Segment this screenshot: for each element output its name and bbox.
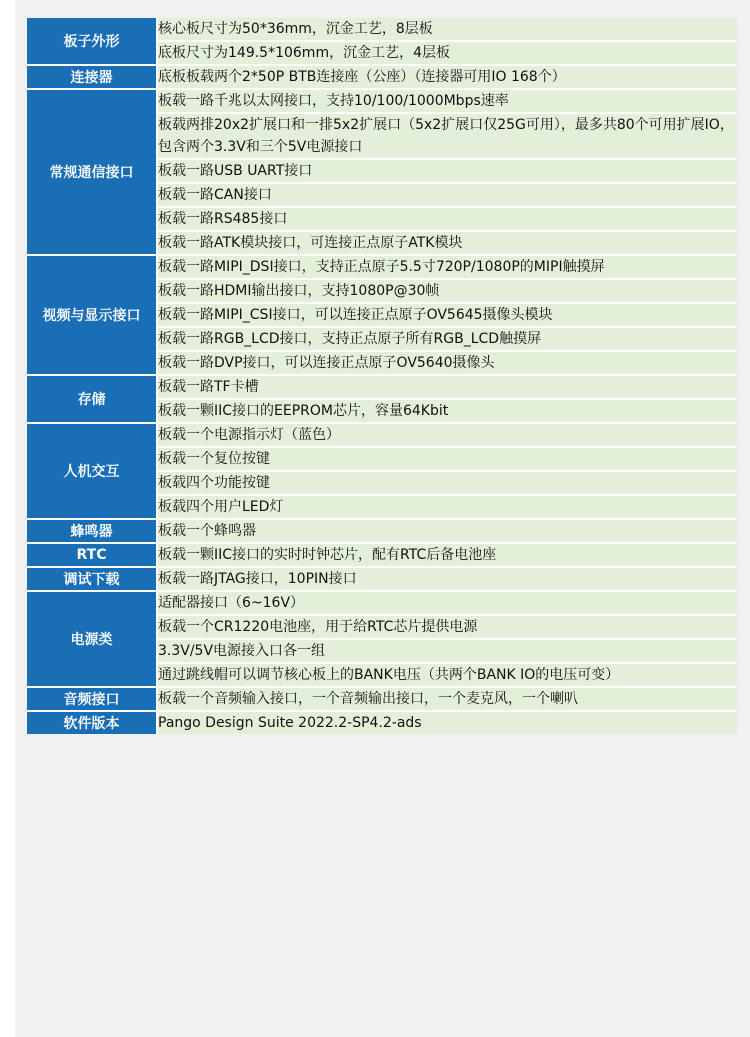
spec-item: 板载一个电源指示灯（蓝色） <box>158 424 737 448</box>
category-cell: 电源类 <box>27 592 158 688</box>
spec-item: Pango Design Suite 2022.2-SP4.2-ads <box>158 712 737 734</box>
spec-row <box>27 66 737 90</box>
spec-row <box>27 424 737 448</box>
spec-item: 3.3V/5V电源接入口各一组 <box>158 640 737 664</box>
spec-item: 板载一路RS485接口 <box>158 208 737 232</box>
spec-row <box>27 90 737 114</box>
category-cell: 常规通信接口 <box>27 90 158 256</box>
spec-item: 板载一路HDMI输出接口，支持1080P@30帧 <box>158 280 737 304</box>
category-cell: 音频接口 <box>27 688 158 712</box>
spec-item: 板载一路ATK模块接口，可连接正点原子ATK模块 <box>158 232 737 256</box>
spec-row <box>27 256 737 280</box>
spec-item: 板载四个功能按键 <box>158 472 737 496</box>
spec-table <box>27 18 737 734</box>
spec-row <box>27 520 737 544</box>
spec-item: 板载一路MIPI_CSI接口，可以连接正点原子OV5645摄像头模块 <box>158 304 737 328</box>
spec-row <box>27 568 737 592</box>
spec-row <box>27 592 737 616</box>
spec-item: 板载一路CAN接口 <box>158 184 737 208</box>
category-cell: 人机交互 <box>27 424 158 520</box>
spec-item: 适配器接口（6~16V） <box>158 592 737 616</box>
spec-item: 通过跳线帽可以调节核心板上的BANK电压（共两个BANK IO的电压可变） <box>158 664 737 688</box>
spec-item: 板载一颗IIC接口的EEPROM芯片，容量64Kbit <box>158 400 737 424</box>
spec-item: 板载一个音频输入接口，一个音频输出接口，一个麦克风，一个喇叭 <box>158 688 737 712</box>
category-cell: 连接器 <box>27 66 158 90</box>
spec-row <box>27 688 737 712</box>
spec-item: 板载一路MIPI_DSI接口，支持正点原子5.5寸720P/1080P的MIPI触摸屏 <box>158 256 737 280</box>
spec-item: 板载一路千兆以太网接口，支持10/100/1000Mbps速率 <box>158 90 737 114</box>
spec-row <box>27 544 737 568</box>
spec-row <box>27 376 737 400</box>
category-cell: RTC <box>27 544 158 568</box>
spec-item: 底板尺寸为149.5*106mm，沉金工艺，4层板 <box>158 42 737 66</box>
category-cell: 调试下载 <box>27 568 158 592</box>
spec-item: 板载一个复位按键 <box>158 448 737 472</box>
spec-item: 板载一路RGB_LCD接口，支持正点原子所有RGB_LCD触摸屏 <box>158 328 737 352</box>
category-cell: 蜂鸣器 <box>27 520 158 544</box>
spec-page <box>15 0 750 1037</box>
spec-item: 板载一路DVP接口，可以连接正点原子OV5640摄像头 <box>158 352 737 376</box>
spec-item: 板载一颗IIC接口的实时时钟芯片，配有RTC后备电池座 <box>158 544 737 568</box>
spec-item: 板载一路TF卡槽 <box>158 376 737 400</box>
spec-item: 板载两排20x2扩展口和一排5x2扩展口（5x2扩展口仅25G可用），最多共80个可用扩展IO，包含两个3.3V和三个5V电源接口 <box>158 114 737 160</box>
spec-item: 核心板尺寸为50*36mm，沉金工艺，8层板 <box>158 18 737 42</box>
spec-item: 板载一个蜂鸣器 <box>158 520 737 544</box>
category-cell: 板子外形 <box>27 18 158 66</box>
category-cell: 软件版本 <box>27 712 158 734</box>
spec-row <box>27 712 737 734</box>
spec-item: 板载四个用户LED灯 <box>158 496 737 520</box>
category-cell: 视频与显示接口 <box>27 256 158 376</box>
spec-item: 板载一路JTAG接口，10PIN接口 <box>158 568 737 592</box>
spec-item: 板载一路USB UART接口 <box>158 160 737 184</box>
spec-item: 底板板载两个2*50P BTB连接座（公座）（连接器可用IO 168个） <box>158 66 737 90</box>
spec-item: 板载一个CR1220电池座，用于给RTC芯片提供电源 <box>158 616 737 640</box>
category-cell: 存储 <box>27 376 158 424</box>
spec-row <box>27 18 737 42</box>
